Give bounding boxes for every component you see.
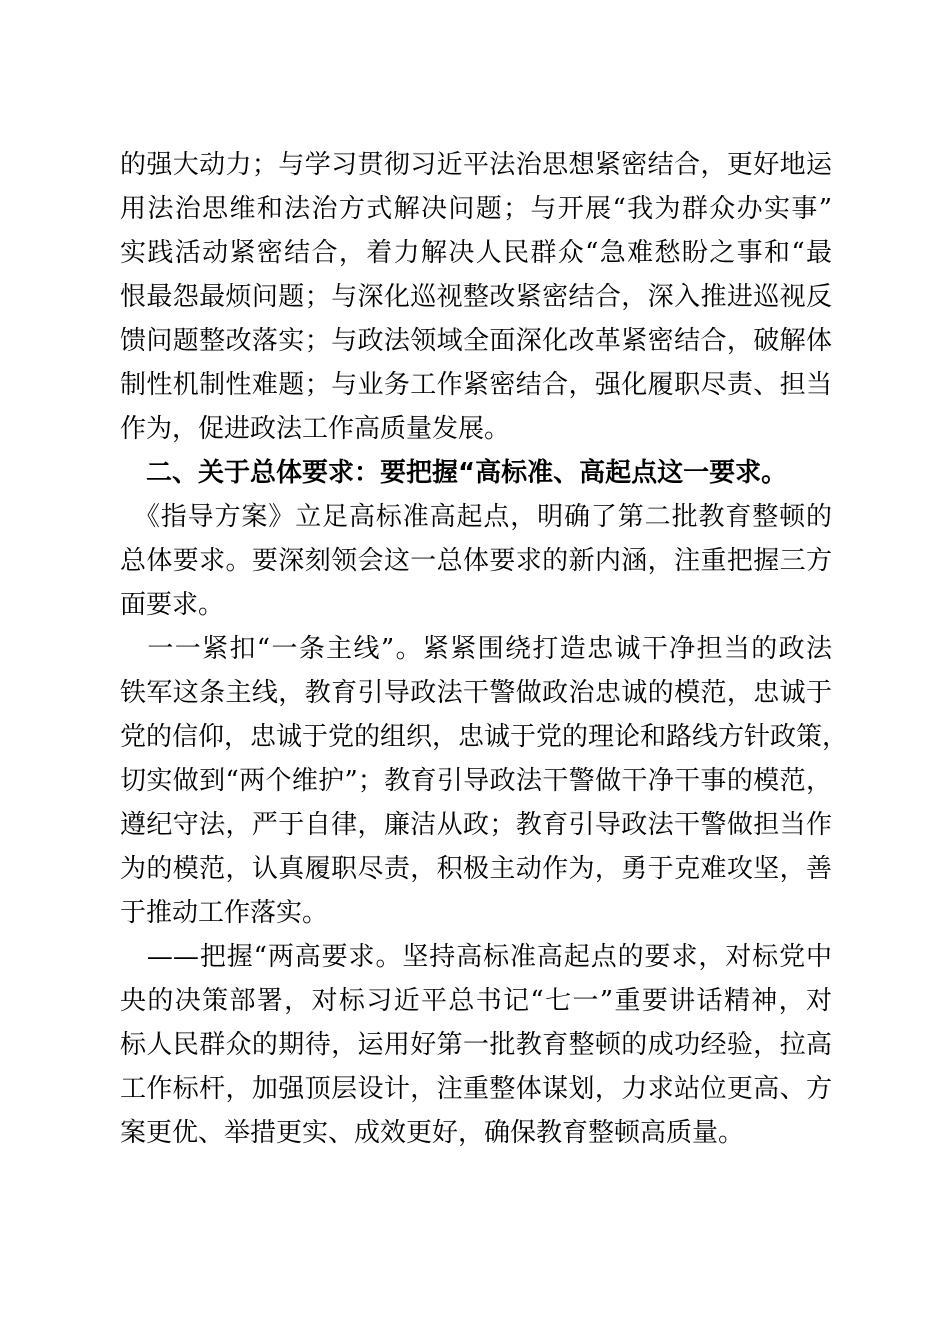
text-line: 二、关于总体要求：要把握“高标准、高起点这一要求。 xyxy=(120,458,788,488)
text-line: 实践活动紧密结合，着力解决人民群众“急难愁盼之事和“最 xyxy=(120,238,832,268)
text-line: ——把握“两高要求。坚持高标准高起点的要求，对标党中 xyxy=(120,942,832,972)
paragraph xyxy=(120,495,832,627)
text-line: 遵纪守法，严于自律，廉洁从政；教育引导政法干警做担当作 xyxy=(120,810,832,840)
text-line: 恨最怨最烦问题；与深化巡视整改紧密结合，深入推进巡视反 xyxy=(120,282,832,312)
text-line: 用法治思维和法治方式解决问题；与开展“我为群众办实事” xyxy=(120,194,832,224)
text-line: 面要求。 xyxy=(120,590,225,620)
paragraph xyxy=(120,143,832,451)
text-line: 为的模范，认真履职尽责，积极主动作为，勇于克难攻坚，善 xyxy=(120,854,832,884)
text-line: 标人民群众的期待，运用好第一批教育整顿的成功经验，拉高 xyxy=(120,1030,832,1060)
text-line: 铁军这条主线，教育引导政法干警做政治忠诚的模范，忠诚于 xyxy=(120,678,832,708)
text-line: 制性机制性难题；与业务工作紧密结合，强化履职尽责、担当 xyxy=(120,370,832,400)
text-line: 党的信仰，忠诚于党的组织，忠诚于党的理论和路线方针政策， xyxy=(120,722,849,752)
paragraph xyxy=(120,627,849,935)
text-line: 作为，促进政法工作高质量发展。 xyxy=(120,414,511,444)
text-line: 切实做到“两个维护”；教育引导政法干警做干净干事的模范， xyxy=(120,766,832,796)
section-heading xyxy=(120,451,832,495)
text-line: 总体要求。要深刻领会这一总体要求的新内涵，注重把握三方 xyxy=(120,546,832,576)
text-line: 工作标杆，加强顶层设计，注重整体谋划，力求站位更高、方 xyxy=(120,1074,832,1104)
text-line: 《指导方案》立足高标准高起点，明确了第二批教育整顿的 xyxy=(120,502,832,532)
text-line: 一一紧扣“一条主线”。紧紧围绕打造忠诚干净担当的政法 xyxy=(120,634,832,664)
text-line: 馈问题整改落实；与政法领域全面深化改革紧密结合，破解体 xyxy=(120,326,832,356)
paragraph xyxy=(120,935,832,1155)
document-body xyxy=(120,143,849,1155)
text-line: 于推动工作落实。 xyxy=(120,898,329,928)
text-line: 案更优、举措更实、成效更好，确保教育整顿高质量。 xyxy=(120,1118,745,1148)
text-line: 央的决策部署，对标习近平总书记“七一”重要讲话精神，对 xyxy=(120,986,832,1016)
text-line: 的强大动力；与学习贯彻习近平法治思想紧密结合，更好地运 xyxy=(120,150,832,180)
